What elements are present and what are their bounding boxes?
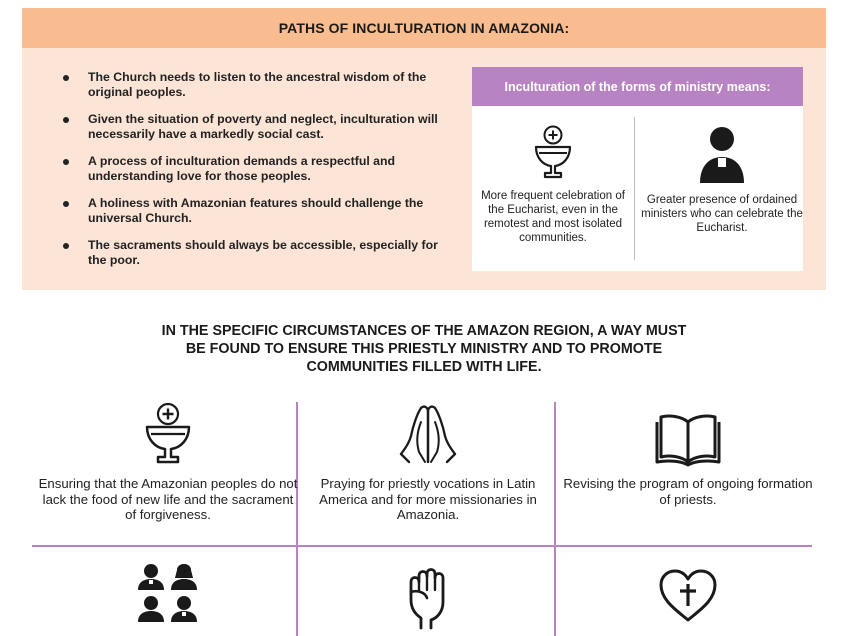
bullet-item: The sacraments should always be accessible, especially for the poor. xyxy=(58,238,458,267)
ministry-divider xyxy=(634,117,635,260)
bullet-dot-icon xyxy=(63,117,69,123)
inculturation-panel xyxy=(22,8,826,290)
bullet-dot-icon xyxy=(63,243,69,249)
grid-cell-formation xyxy=(557,402,819,507)
bullet-item: Given the situation of poverty and neglect, inculturation will necessarily have a markedly social cast. xyxy=(58,112,458,141)
chalice-icon xyxy=(533,125,573,183)
inculturation-title: PATHS OF INCULTURATION IN AMAZONIA: xyxy=(22,8,826,48)
grid-divider-horizontal xyxy=(32,545,812,547)
bullet-dot-icon xyxy=(63,159,69,165)
ministry-item-eucharist xyxy=(472,125,634,245)
ministry-title: Inculturation of the forms of ministry means: xyxy=(472,67,803,106)
grid-cell-people xyxy=(37,560,299,626)
bullet-item: A holiness with Amazonian features should challenge the universal Church. xyxy=(58,196,458,225)
bullet-dot-icon xyxy=(63,75,69,81)
bullet-dot-icon xyxy=(63,201,69,207)
grid-cell-vocations xyxy=(297,402,559,523)
ministry-item-text: More frequent celebration of the Eucharist, even in the remotest and most isolated communities. xyxy=(481,190,625,244)
grid-cell-food-of-life xyxy=(37,402,299,523)
inculturation-bullet-list xyxy=(58,70,458,280)
ministry-box xyxy=(472,67,803,271)
grid-cell-fist xyxy=(297,562,559,628)
grid-cell-text: Revising the program of ongoing formation of priests. xyxy=(563,476,813,507)
grid-cell-text: Ensuring that the Amazonian peoples do not lack the food of new life and the sacrament of forgiveness. xyxy=(38,476,298,522)
praying-hands-icon xyxy=(399,402,457,468)
raised-fist-icon xyxy=(403,562,453,628)
chalice-icon xyxy=(144,402,192,468)
grid-cell-text: Praying for priestly vocations in Latin America and for more missionaries in Amazonia. xyxy=(319,476,537,522)
ministry-item-ministers xyxy=(641,125,803,235)
bullet-item: A process of inculturation demands a respectful and understanding love for those peoples. xyxy=(58,154,458,183)
people-group-icon xyxy=(135,560,201,626)
bullet-item: The Church needs to listen to the ancestral wisdom of the original peoples. xyxy=(58,70,458,99)
priest-icon xyxy=(697,125,747,183)
open-book-icon xyxy=(655,402,721,468)
section-heading: IN THE SPECIFIC CIRCUMSTANCES OF THE AMAZON REGION, A WAY MUST BE FOUND TO ENSURE THIS PRIESTLY MINISTRY AND TO PROMOTE COMMUNITIES FILLED WITH LIFE. xyxy=(161,323,687,375)
ministry-item-text: Greater presence of ordained ministers who can celebrate the Eucharist. xyxy=(641,194,803,234)
heart-cross-icon xyxy=(658,568,718,624)
grid-cell-heart xyxy=(557,568,819,624)
